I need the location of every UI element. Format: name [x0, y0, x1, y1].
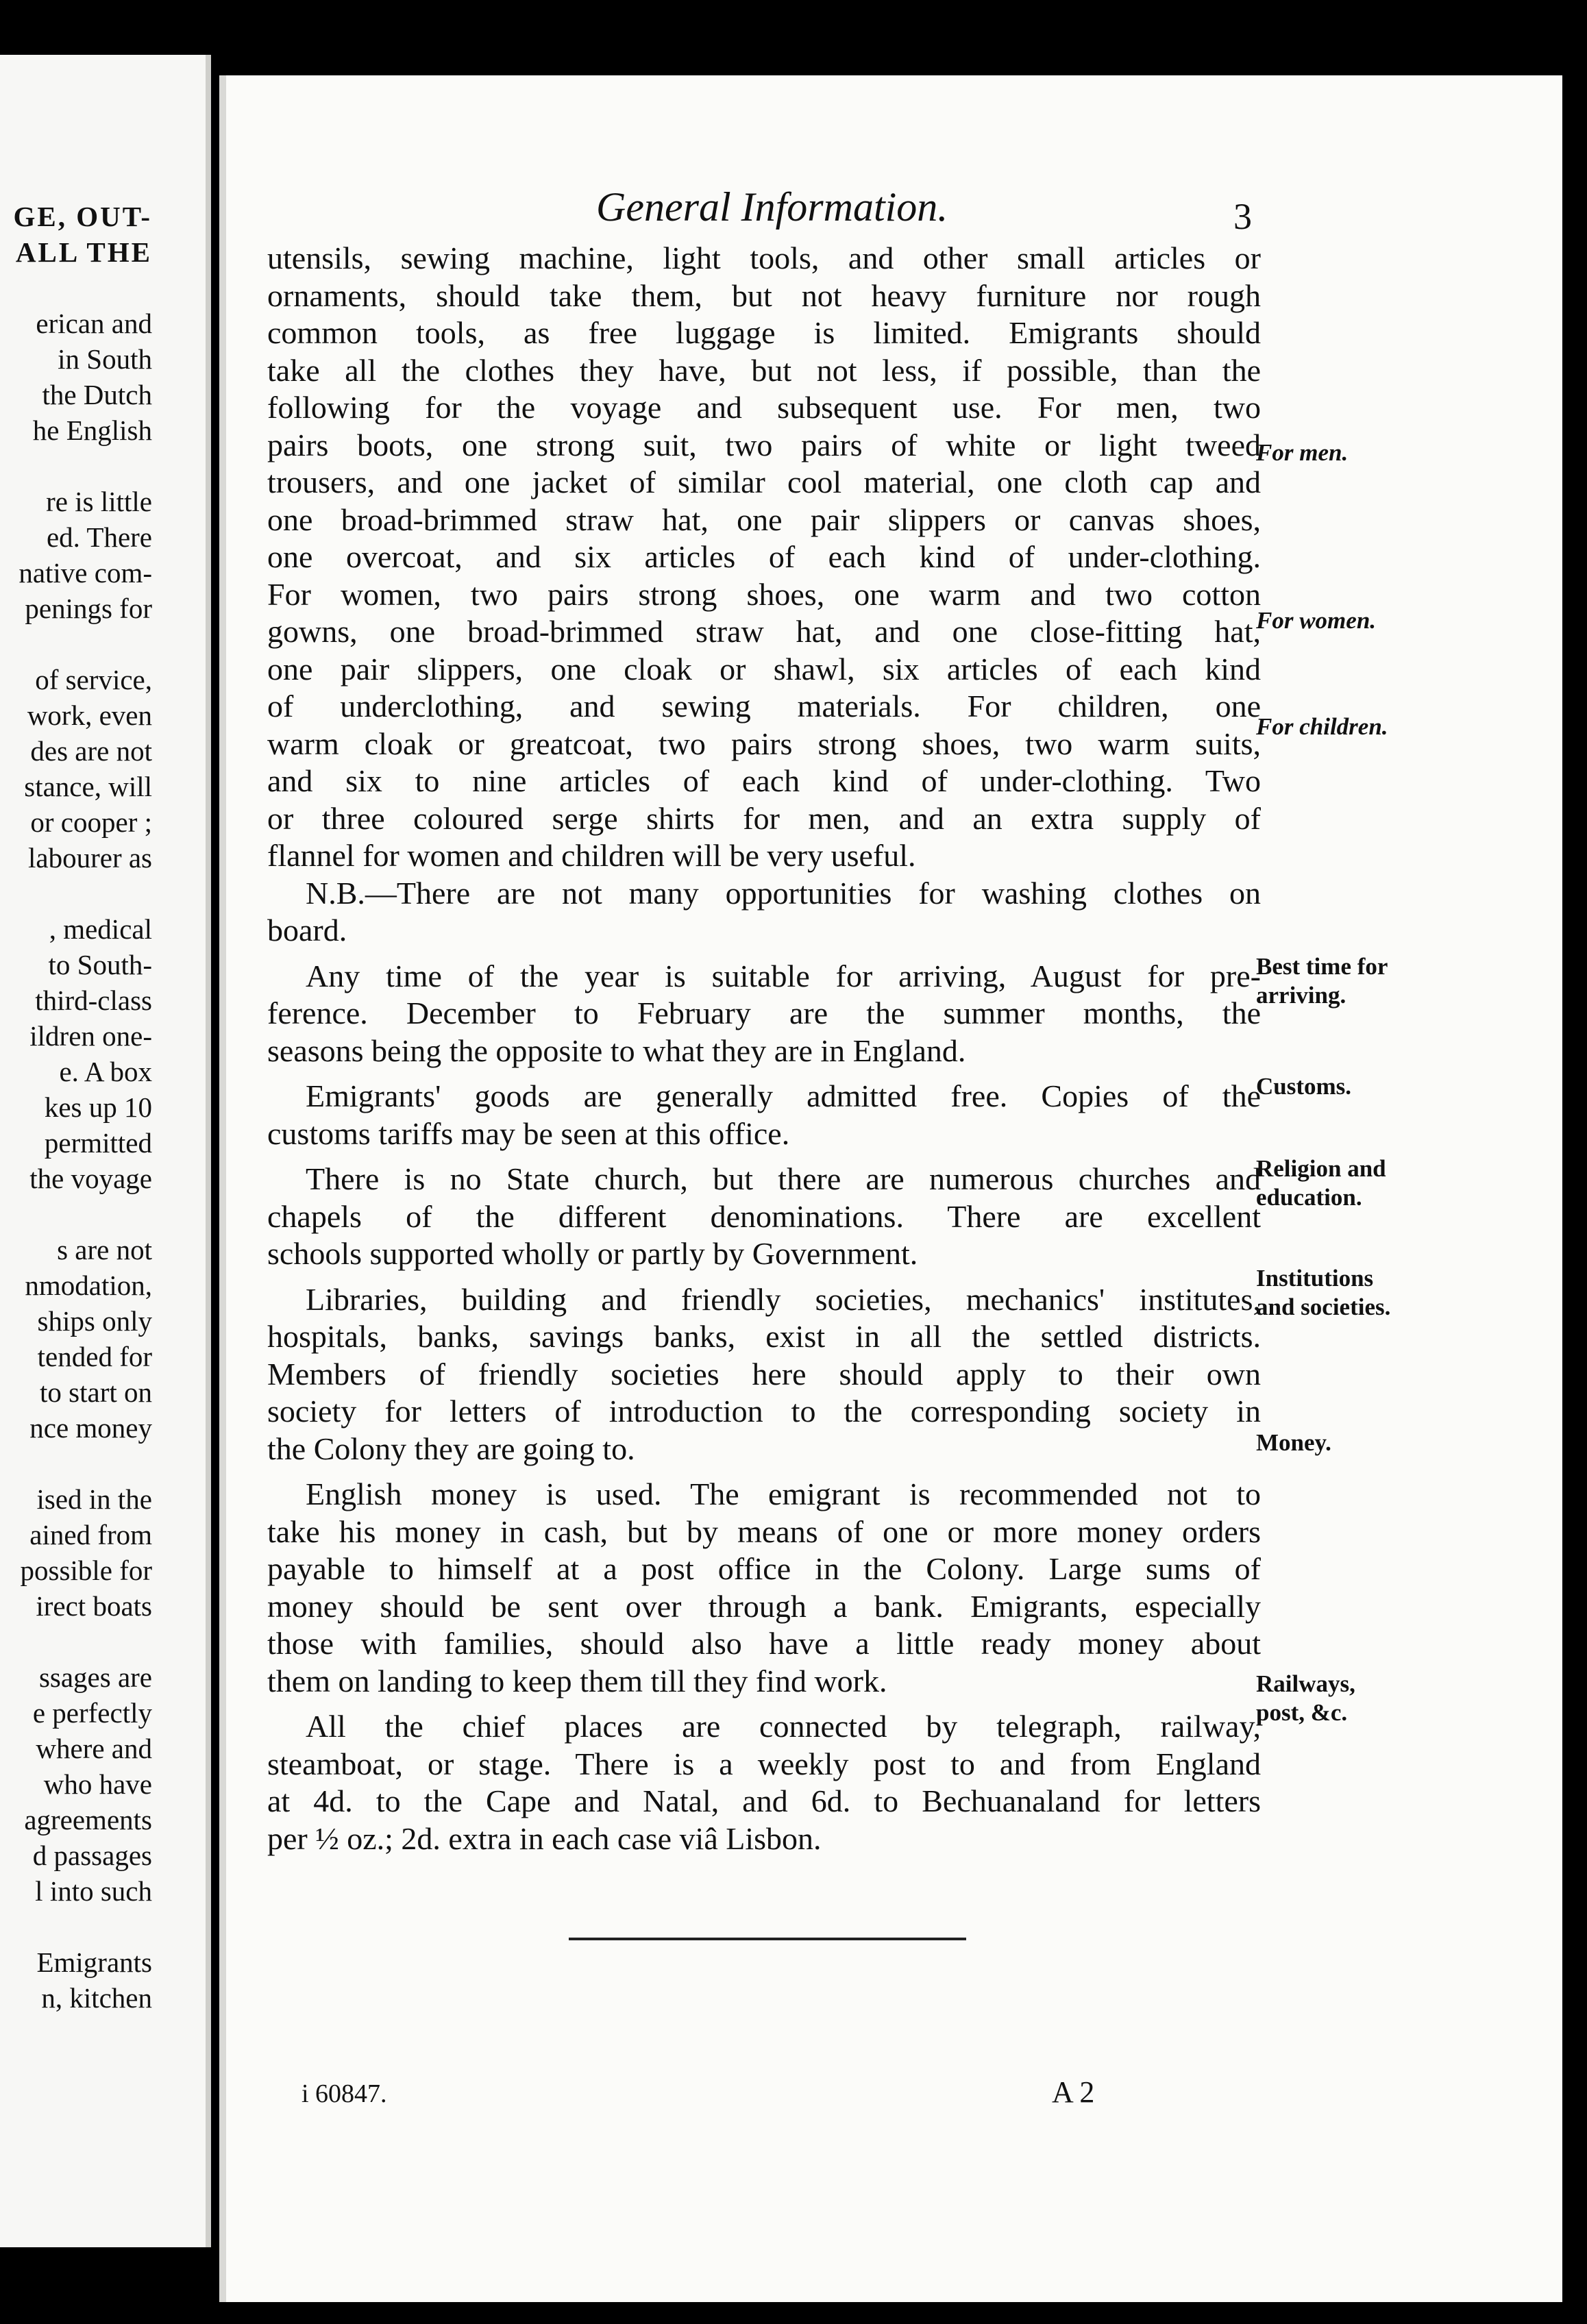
text-line: one pair slippers, one cloak or shawl, six articles of each kind	[267, 651, 1261, 687]
printer-signature: i 60847.	[302, 2079, 387, 2108]
text-line: seasons being the opposite to what they are in England.	[267, 1033, 966, 1068]
text-line: one broad-brimmed straw hat, one pair slippers or canvas shoes,	[267, 502, 1261, 537]
left-page-line: penings for	[25, 593, 152, 624]
text-line: take all the clothes they have, but not less, if possible, than the	[267, 352, 1261, 388]
text-line: English money is used. The emigrant is recommended not to	[306, 1476, 1261, 1511]
page-number: 3	[1233, 196, 1252, 237]
paragraph-gap	[267, 1070, 1261, 1078]
text-line: board.	[267, 913, 347, 948]
text-line: Members of friendly societies here should apply to their own	[267, 1356, 1261, 1392]
left-page-line: of service,	[35, 664, 152, 695]
left-page-line: tended for	[37, 1341, 152, 1372]
text-line: pairs boots, one strong suit, two pairs of white or light tweed	[267, 427, 1261, 462]
text-line: ornaments, should take them, but not heavy furniture nor rough	[267, 277, 1261, 313]
left-page-line: who have	[43, 1768, 152, 1800]
left-page-line: nmodation,	[25, 1270, 152, 1301]
marginal-note: post, &c.	[1256, 1699, 1348, 1726]
left-page-line: third-class	[35, 985, 152, 1016]
section-rule	[569, 1938, 966, 1940]
text-line: ference. December to February are the summer months, the	[267, 996, 1261, 1030]
marginal-note: Customs.	[1256, 1073, 1352, 1100]
text-line: For women, two pairs strong shoes, one warm and two cotton	[267, 576, 1261, 612]
marginal-note: Money.	[1256, 1429, 1331, 1456]
text-line: the Colony they are going to.	[267, 1431, 635, 1466]
left-page-line: irect boats	[36, 1590, 152, 1622]
marginal-note: Best time for	[1256, 953, 1388, 980]
marginal-note: For children.	[1256, 713, 1388, 740]
paragraph-gap	[267, 1468, 1261, 1476]
left-page-line: d passages	[32, 1840, 152, 1871]
left-page-line: e perfectly	[32, 1697, 152, 1729]
left-page-line: ained from	[29, 1519, 152, 1550]
text-line: take his money in cash, but by means of one or more money orders	[267, 1513, 1261, 1549]
left-page-line: des are not	[30, 735, 152, 767]
marginal-note: education.	[1256, 1184, 1362, 1211]
marginal-note: For men.	[1256, 439, 1349, 466]
document-page	[219, 75, 1562, 2302]
left-page-line: to South-	[48, 949, 152, 980]
left-page-line: l into such	[35, 1875, 152, 1907]
marginal-note: Institutions	[1256, 1265, 1374, 1291]
left-page-line: ed. There	[46, 521, 152, 553]
left-page-line: GE, OUT-	[13, 201, 152, 232]
previous-page-fragment	[0, 55, 211, 2247]
text-line: Any time of the year is suitable for arriving, August for pre-	[306, 958, 1261, 993]
left-page-line: agreements	[24, 1804, 152, 1835]
text-line: of underclothing, and sewing materials. For children, one	[267, 689, 1261, 724]
left-page-line: re is little	[46, 486, 152, 517]
running-head: General Information.	[596, 184, 948, 230]
paragraph-gap	[267, 950, 1261, 958]
text-line: and six to nine articles of each kind of under-clothing. Two	[267, 763, 1261, 798]
text-line: common tools, as free luggage is limited. Emigrants should	[267, 315, 1261, 350]
left-page-line: kes up 10	[44, 1091, 152, 1123]
text-line: chapels of the different denominations. There are excellent	[267, 1198, 1261, 1234]
left-page-line: Emigrants	[36, 1946, 152, 1978]
text-line: one overcoat, and six articles of each kind of under-clothing.	[267, 539, 1261, 574]
text-line: or three coloured serge shirts for men, and an extra supply of	[267, 800, 1261, 836]
text-line: payable to himself at a post office in the Colony. Large sums of	[267, 1551, 1261, 1586]
text-line: at 4d. to the Cape and Natal, and 6d. to Bechuanaland for letters	[267, 1783, 1261, 1818]
left-page-line: ssages are	[38, 1661, 152, 1693]
text-line: Emigrants' goods are generally admitted free. Copies of the	[306, 1078, 1261, 1113]
marginal-note: Religion and	[1256, 1155, 1386, 1182]
left-page-line: ised in the	[36, 1483, 152, 1515]
left-page-line: nce money	[29, 1412, 152, 1444]
left-page-line: in South	[58, 343, 152, 375]
body-text	[267, 240, 1261, 1857]
text-line: those with families, should also have a little ready money about	[267, 1626, 1261, 1661]
text-line: schools supported wholly or partly by Government.	[267, 1236, 918, 1271]
text-line: steamboat, or stage. There is a weekly post to and from England	[267, 1746, 1261, 1781]
text-line: utensils, sewing machine, light tools, and other small articles or	[267, 240, 1261, 275]
text-line: hospitals, banks, savings banks, exist in all the settled districts.	[267, 1319, 1261, 1354]
left-page-line: the voyage	[29, 1163, 152, 1194]
marginal-note: and societies.	[1256, 1294, 1391, 1320]
text-line: per ½ oz.; 2d. extra in each case viâ Lisbon.	[267, 1820, 822, 1856]
marginal-note: For women.	[1256, 607, 1377, 634]
text-line: customs tariffs may be seen at this office.	[267, 1115, 790, 1151]
left-page-line: permitted	[44, 1127, 152, 1159]
text-line: following for the voyage and subsequent use. For men, two	[267, 390, 1261, 425]
text-line: All the chief places are connected by telegraph, railway,	[306, 1709, 1261, 1744]
left-page-line: native com-	[19, 557, 152, 589]
left-page-line: to start on	[40, 1376, 152, 1408]
marginal-note: arriving.	[1256, 982, 1346, 1009]
left-page-line: he English	[32, 415, 152, 446]
text-line: flannel for women and children will be very useful.	[267, 838, 916, 873]
text-line: society for letters of introduction to the corresponding society in	[267, 1394, 1261, 1429]
text-line: them on landing to keep them till they find work.	[267, 1663, 887, 1698]
text-line: money should be sent over through a bank. Emigrants, especially	[267, 1588, 1261, 1624]
left-page-line: n, kitchen	[41, 1982, 152, 2014]
text-line: warm cloak or greatcoat, two pairs strong shoes, two warm suits,	[267, 726, 1261, 761]
text-line: Libraries, building and friendly societies, mechanics' institutes,	[306, 1281, 1261, 1317]
left-page-line: ildren one-	[29, 1020, 152, 1052]
left-page-line: ALL THE	[15, 236, 152, 268]
left-page-line: or cooper ;	[30, 806, 152, 838]
text-line: There is no State church, but there are numerous churches and	[306, 1161, 1261, 1196]
left-page-line: labourer as	[28, 842, 152, 874]
left-page-line: , medical	[49, 913, 152, 945]
text-line: trousers, and one jacket of similar cool material, one cloth cap and	[267, 465, 1261, 499]
left-page-line: s are not	[57, 1234, 152, 1265]
paragraph-gap	[267, 1273, 1261, 1281]
left-page-line: where and	[36, 1733, 152, 1764]
text-line: N.B.—There are not many opportunities for washing clothes on	[306, 875, 1261, 911]
paragraph-gap	[267, 1700, 1261, 1708]
text-line: gowns, one broad-brimmed straw hat, and one close-fitting hat,	[267, 614, 1261, 649]
signature-mark: A 2	[1052, 2075, 1095, 2109]
left-page-line: erican and	[36, 308, 152, 339]
left-page-line: stance, will	[24, 771, 152, 802]
left-page-line: the Dutch	[42, 379, 152, 410]
left-page-line: ships only	[37, 1305, 152, 1337]
paragraph-gap	[267, 1152, 1261, 1161]
left-page-line: e. A box	[59, 1056, 152, 1087]
left-page-line: possible for	[20, 1555, 152, 1586]
left-page-line: work, even	[27, 700, 152, 731]
marginal-note: Railways,	[1256, 1670, 1355, 1697]
